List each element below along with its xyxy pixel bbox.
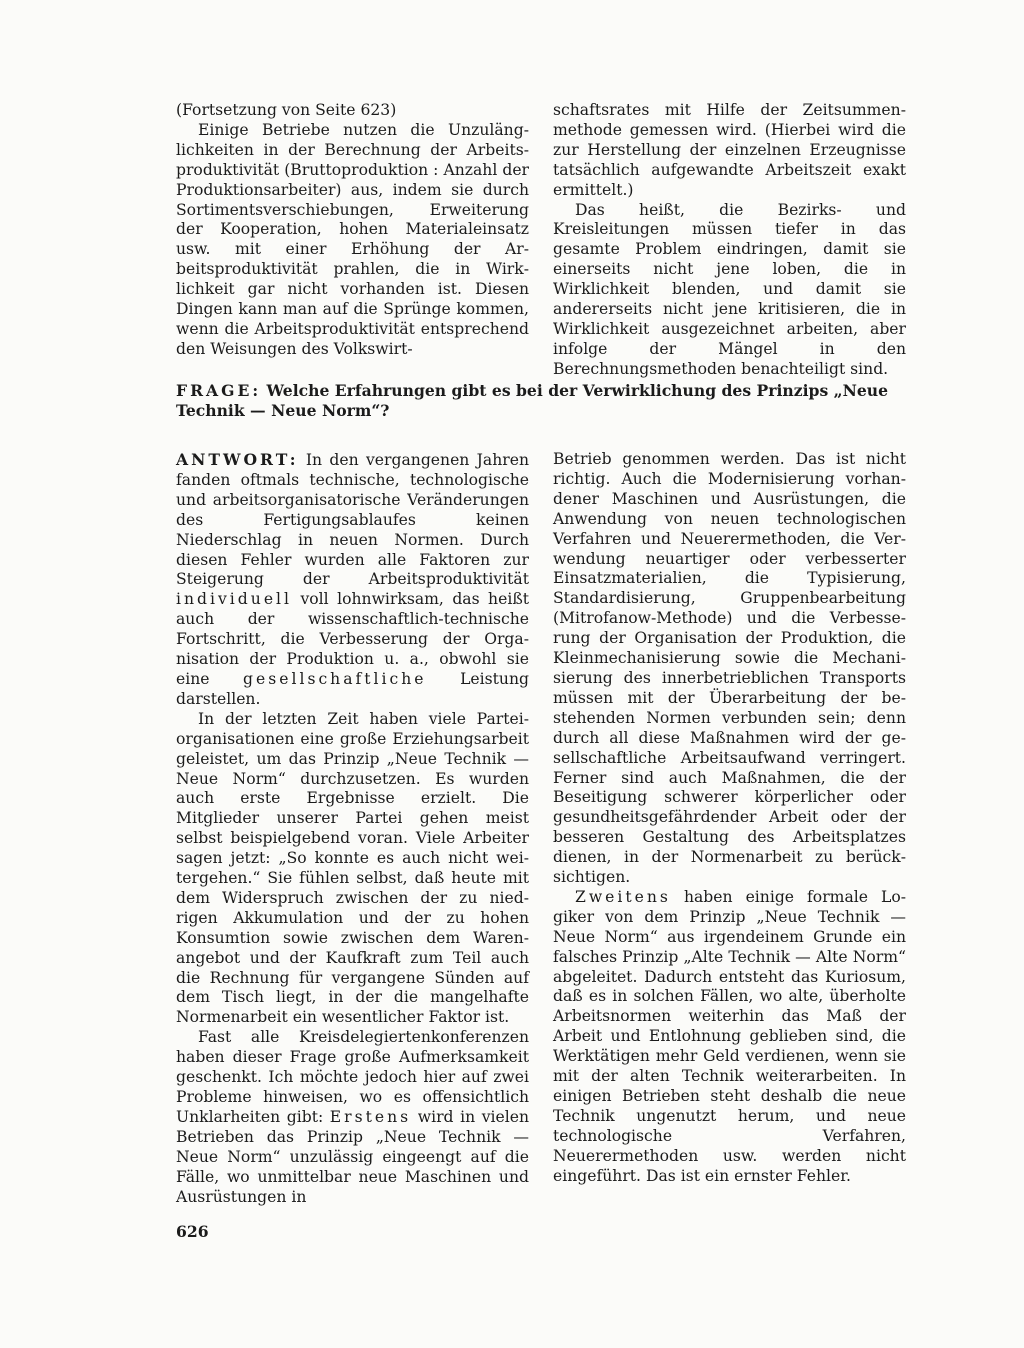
- question-heading: [176, 381, 906, 421]
- intro-left-column: [176, 101, 529, 360]
- question-label: FRAGE:: [176, 381, 262, 400]
- answer-paragraph-2: In der letzten Zeit haben viele Parteiorganisationen eine große Erziehungsarbeit geleistet, um das Prinzip „Neue Technik — Neue Norm“ durchzusetzen. Es wurden auch erste Ergebnisse erzielt. Die Mitglieder unserer Partei gehen meist selbst beispielgebend voran. Viele Arbeiter sagen jetzt: „So konnte es auch nicht weitergehen.“ Sie fühlen selbst, daß heute mit dem Widerspruch zwischen der zu niedrigen Akkumulation und der zu hohen Konsumtion sowie zwischen dem Warenangebot und der Kaufkraft zum Teil auch die Rechnung für vergangene Sünden auf dem Tisch liegt, in der die mangelhafte Normenarbeit ein wesentlicher Faktor ist.: [176, 709, 529, 1027]
- intro-right-column: [553, 101, 906, 380]
- intro-paragraph-2: Das heißt, die Bezirks- und Kreisleitungen müssen tiefer in das gesamte Problem eindringen, damit sie einerseits nicht jene loben, die in Wirklichkeit blenden, und damit sie andererseits nicht jene kritisieren, die in Wirklichkeit ausgezeichnet arbeiten, aber infolge der Mängel in den Berechnungsmethoden benachteiligt sind.: [553, 200, 906, 378]
- answer-paragraph-3-continued: Betrieb genommen werden. Das ist nicht richtig. Auch die Modernisierung vorhandener Maschinen und Ausrüstungen, die Anwendung von neuen technologischen Verfahren und Neuerermethoden, die Verwendung neuartiger oder verbesserter Einsatzmaterialien, die Typisierung, Standardisierung, Gruppenbearbeitung (Mitrofanow-Methode) und die Verbesserung der Organisation der Produktion, die Kleinmechanisierung sowie die Mechanisierung des innerbetrieblichen Transports müssen mit der Überarbeitung der bestehenden Normen verbunden sein; denn durch all diese Maßnahmen wird der gesellschaftliche Arbeitsaufwand verringert. Ferner sind auch Maßnahmen, die der Beseitigung schwerer körperlicher oder gesundheitsgefährdender Arbeit oder der besseren Gestaltung des Arbeitsplatzes dienen, in der Normenarbeit zu berücksichtigen.: [553, 450, 906, 887]
- page-number: 626: [176, 1222, 209, 1241]
- emphasis-erstens: Erstens: [329, 1107, 412, 1126]
- emphasis-zweitens: Zweitens: [575, 887, 671, 906]
- answer-paragraph-1: ANTWORT: In den vergangenen Jahren fanden oftmals technische, technologische und arbeitsorganisatorische Veränderungen des Fertigungsablaufes keinen Niederschlag in neuen Normen. Durch diesen Fehler wurden alle Faktoren zur Steigerung der Arbeitsproduktivität individuell voll lohnwirksam, das heißt auch der wissenschaftlich-technische Fortschritt, die Verbesserung der Organisation der Produktion u. a., obwohl sie eine gesellschaftliche Leistung darstellen.: [176, 450, 529, 708]
- answer-label: ANTWORT:: [176, 450, 299, 469]
- emphasis-gesellschaftliche: gesellschaftliche: [243, 669, 427, 688]
- answer-right-column: [553, 450, 906, 1187]
- answer-paragraph-3: Fast alle Kreisdelegiertenkonferenzen haben dieser Frage große Aufmerksamkeit geschenkt. Ich möchte jedoch hier auf zwei Probleme hinweisen, wo es offensichtlich Unklarheiten gibt: Erstens wird in vielen Betrieben das Prinzip „Neue Technik — Neue Norm“ unzulässig eingeengt auf die Fälle, wo unmittelbar neue Maschinen und Ausrüstungen in: [176, 1028, 529, 1206]
- continuation-note: (Fortsetzung von Seite 623): [176, 101, 397, 119]
- emphasis-individuell: individuell: [176, 590, 293, 609]
- intro-paragraph-1-continued: schaftsrates mit Hilfe der Zeitsummenmethode gemessen wird. (Hierbei wird die zur Herstellung der einzelnen Erzeugnisse tatsächlich aufgewandte Arbeitszeit exakt ermittelt.): [553, 101, 906, 199]
- answer-paragraph-4: Zweitens haben einige formale Logiker von dem Prinzip „Neue Technik — Neue Norm“ aus irgendeinem Grunde ein falsches Prinzip „Alte Technik — Alte Norm“ abgeleitet. Dadurch entsteht das Kuriosum, daß es in solchen Fällen, wo alte, überholte Arbeitsnormen weiterhin das Maß der Arbeit und Entlohnung geblieben sind, die Werktätigen mehr Geld verdienen, wenn sie mit der alten Technik weiterarbeiten. In einigen Betrieben steht deshalb die neue Technik ungenutzt herum, und neue technologische Verfahren, Neuerermethoden usw. werden nicht eingeführt. Das ist ein ernster Fehler.: [553, 887, 906, 1185]
- answer-left-column: [176, 450, 529, 1207]
- intro-paragraph-1: Einige Betriebe nutzen die Unzulänglichkeiten in der Berechnung der Arbeitsproduktivität (Bruttoproduktion : Anzahl der Produktionsarbeiter) aus, indem sie durch Sortimentsverschiebungen, Erweiterung der Kooperation, hohen Materialeinsatz usw. mit einer Erhöhung der Arbeitsproduktivität prahlen, die in Wirklichkeit gar nicht vorhanden ist. Diesen Dingen kann man auf die Sprünge kommen, wenn die Arbeitsproduktivität entsprechend den Weisungen des Volkswirt-: [176, 120, 529, 358]
- question-text: Welche Erfahrungen gibt es bei der Verwirklichung des Prinzips „Neue Technik — Neue Norm“?: [176, 381, 889, 420]
